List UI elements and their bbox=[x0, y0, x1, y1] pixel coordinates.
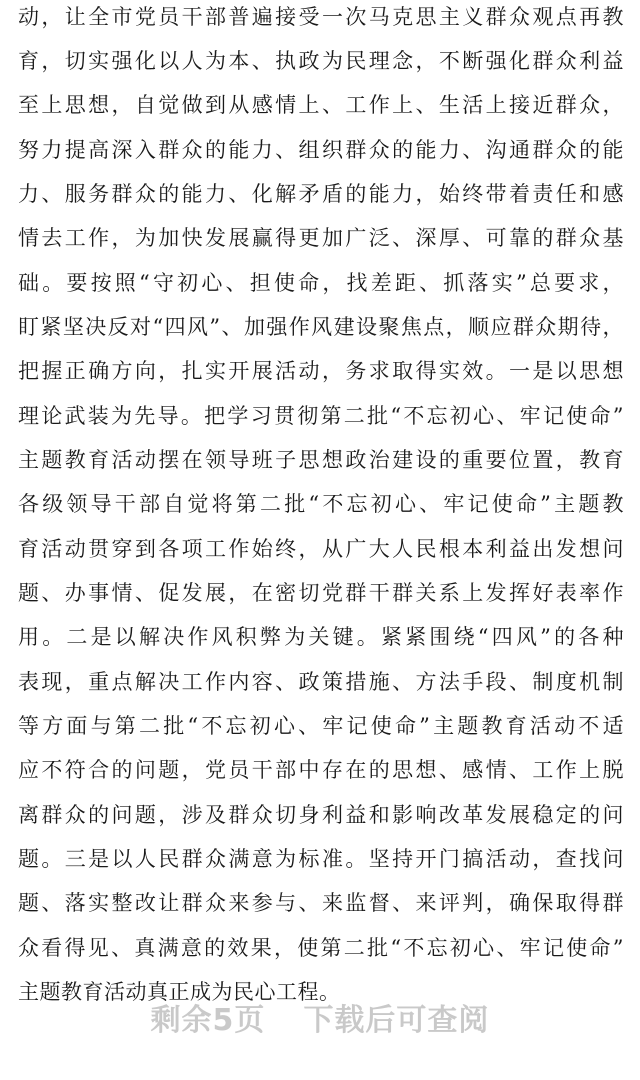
text-line: 题、落实整改让群众来参与、来监督、来评判，确保取得群 bbox=[18, 891, 624, 915]
text-line: 础。要按照“守初心、担使命，找差距、抓落实”总要求， bbox=[18, 271, 624, 295]
text-line: 动，让全市党员干部普遍接受一次马克思主义群众观点再教 bbox=[18, 5, 624, 29]
text-line: 主题教育活动真正成为民心工程。 bbox=[18, 980, 341, 1004]
text-line: 把握正确方向，扎实开展活动，务求取得实效。一是以思想 bbox=[18, 359, 624, 383]
text-line: 众看得见、真满意的效果，使第二批“不忘初心、牢记使命” bbox=[18, 936, 624, 960]
text-line: 盯紧坚决反对“四风”、加强作风建设聚焦点，顺应群众期待， bbox=[18, 315, 624, 339]
text-line: 情去工作，为加快发展赢得更加广泛、深厚、可靠的群众基 bbox=[18, 226, 624, 250]
text-line: 努力提高深入群众的能力、组织群众的能力、沟通群众的能 bbox=[18, 138, 624, 162]
text-line: 至上思想，自觉做到从感情上、工作上、生活上接近群众， bbox=[18, 93, 624, 117]
text-line: 用。二是以解决作风积弊为关键。紧紧围绕“四风”的各种 bbox=[18, 625, 624, 649]
remaining-pages-label: 剩余5页 bbox=[150, 1003, 266, 1038]
text-line: 离群众的问题，涉及群众切身利益和影响改革发展稳定的问 bbox=[18, 803, 624, 827]
text-line: 等方面与第二批“不忘初心、牢记使命”主题教育活动不适 bbox=[18, 714, 624, 738]
text-line: 表现，重点解决工作内容、政策措施、方法手段、制度机制 bbox=[18, 670, 624, 694]
download-hint-label: 下载后可查阅 bbox=[303, 1003, 490, 1038]
download-banner[interactable] bbox=[0, 995, 640, 1039]
text-line: 育活动贯穿到各项工作始终，从广大人民根本利益出发想问 bbox=[18, 537, 624, 561]
text-line: 育，切实强化以人为本、执政为民理念，不断强化群众利益 bbox=[18, 49, 624, 73]
text-line: 应不符合的问题，党员干部中存在的思想、感情、工作上脱 bbox=[18, 758, 624, 782]
text-line: 理论武装为先导。把学习贯彻第二批“不忘初心、牢记使命” bbox=[18, 404, 624, 428]
text-line: 题。三是以人民群众满意为标准。坚持开门搞活动，查找问 bbox=[18, 847, 624, 871]
text-line: 主题教育活动摆在领导班子思想政治建设的重要位置，教育 bbox=[18, 448, 624, 472]
text-line: 题、办事情、促发展，在密切党群干群关系上发挥好表率作 bbox=[18, 581, 624, 605]
text-line: 力、服务群众的能力、化解矛盾的能力，始终带着责任和感 bbox=[18, 182, 624, 206]
text-line: 各级领导干部自觉将第二批“不忘初心、牢记使命”主题教 bbox=[18, 492, 624, 516]
